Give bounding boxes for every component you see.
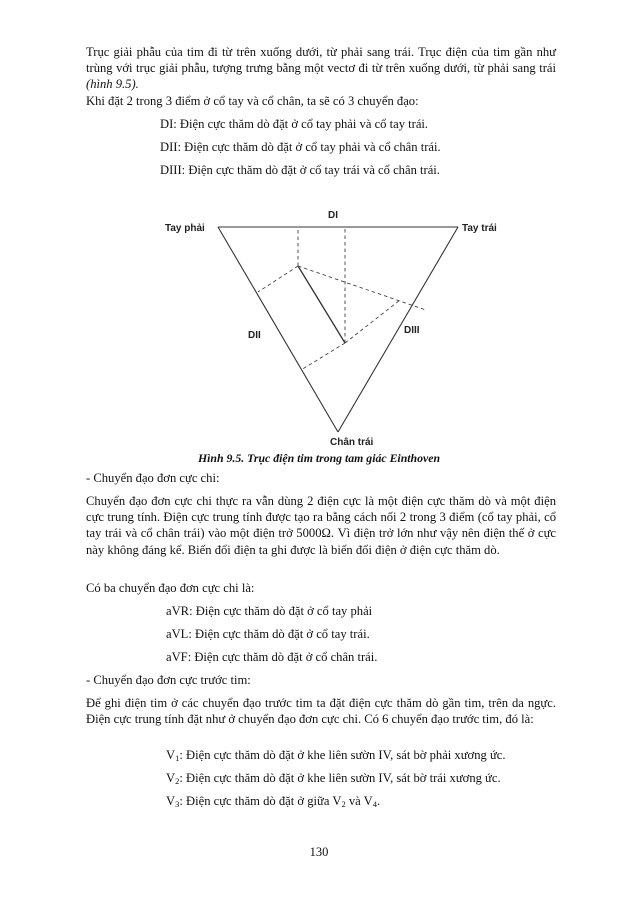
label-diii: DIII xyxy=(404,325,420,336)
lead-avf: aVF: Điện cực thăm dò đặt ở cổ chân trái. xyxy=(166,650,378,664)
triangle-left-edge xyxy=(218,227,338,432)
label-di: DI xyxy=(328,210,338,221)
figure-reference: (hình 9.5). xyxy=(86,77,139,92)
label-left-arm: Tay trái xyxy=(462,223,497,234)
lead-avl: aVL: Điện cực thăm dò đặt ở cổ tay trái. xyxy=(166,627,370,641)
projection-line xyxy=(345,300,400,343)
paragraph-axis-text: Trục giải phẫu của tim đi từ trên xuống dưới, từ phải sang trái. Trục điện của tim gần như trùng với trục giải phẫu, tượng trưng bằng một vectơ đi từ trên xuống dưới, từ phải sang trái xyxy=(86,45,556,76)
lead-di: DI: Điện cực thăm dò đặt ở cổ tay phải và cổ tay trái. xyxy=(160,117,429,131)
lead-v3: $V_3$: Điện cực thăm dò đặt ở giữa $V_2$ và $V_4$. xyxy=(166,794,381,809)
paragraph-leads-intro: Khi đặt 2 trong 3 điểm ở cổ tay và cổ chân, ta sẽ có 3 chuyển đạo: xyxy=(86,94,419,108)
heading-precordial: - Chuyển đạo đơn cực trước tim: xyxy=(86,673,251,687)
paragraph-unipolar-intro: Có ba chuyển đạo đơn cực chi là: xyxy=(86,581,255,595)
electrical-axis-vector xyxy=(298,266,345,343)
lead-dii: DII: Điện cực thăm dò đặt ở cổ tay phải và cổ chân trái. xyxy=(160,140,441,154)
lead-v2: $V_2$: Điện cực thăm dò đặt ở khe liên sườn IV, sát bờ trái xương ức. xyxy=(166,771,501,786)
lead-v1: $V_1$: Điện cực thăm dò đặt ở khe liên sườn IV, sát bờ phải xương ức. xyxy=(166,748,506,763)
page-number: 130 xyxy=(309,845,329,859)
projection-line xyxy=(301,343,345,370)
lead-avr: aVR: Điện cực thăm dò đặt ở cổ tay phải xyxy=(166,604,373,618)
figure-caption: Hình 9.5. Trục điện tim trong tam giác Einthoven xyxy=(197,451,441,465)
label-right-arm: Tay phải xyxy=(165,223,205,234)
triangle-right-edge xyxy=(338,227,458,432)
heading-unipolar-limb: - Chuyển đạo đơn cực chi: xyxy=(86,471,220,485)
paragraph-unipolar-limb: Chuyển đạo đơn cực chi thực ra vẫn dùng 2 điện cực là một điện cực thăm dò và một điện cực trung tính. Điện cực trung tính được tạo ra bằng cách nối 2 trong 3 điểm (cổ tay phải, cổ tay trái và cổ chân trái) vào một điện trở 5000Ω. Vì điện trở lớn như vậy nên điện thế ở cực này không đáng kể. Biến đổi điện ta ghi được là biến đổi điện ở điện cực thăm dò. xyxy=(86,494,556,557)
projection-line xyxy=(298,266,426,310)
lead-diii: DIII: Điện cực thăm dò đặt ở cổ tay trái và cổ chân trái. xyxy=(160,163,440,177)
paragraph-precordial: Để ghi điện tim ở các chuyển đạo trước tim ta đặt điện cực thăm dò gần tim, trên da ngực. Điện cực trung tính đặt như ở chuyển đạo đơn cực chi. Có 6 chuyển đạo trước tim, đó là: xyxy=(86,696,556,727)
label-left-leg: Chân trái xyxy=(330,437,374,448)
label-dii: DII xyxy=(248,330,261,341)
projection-line xyxy=(258,266,298,292)
